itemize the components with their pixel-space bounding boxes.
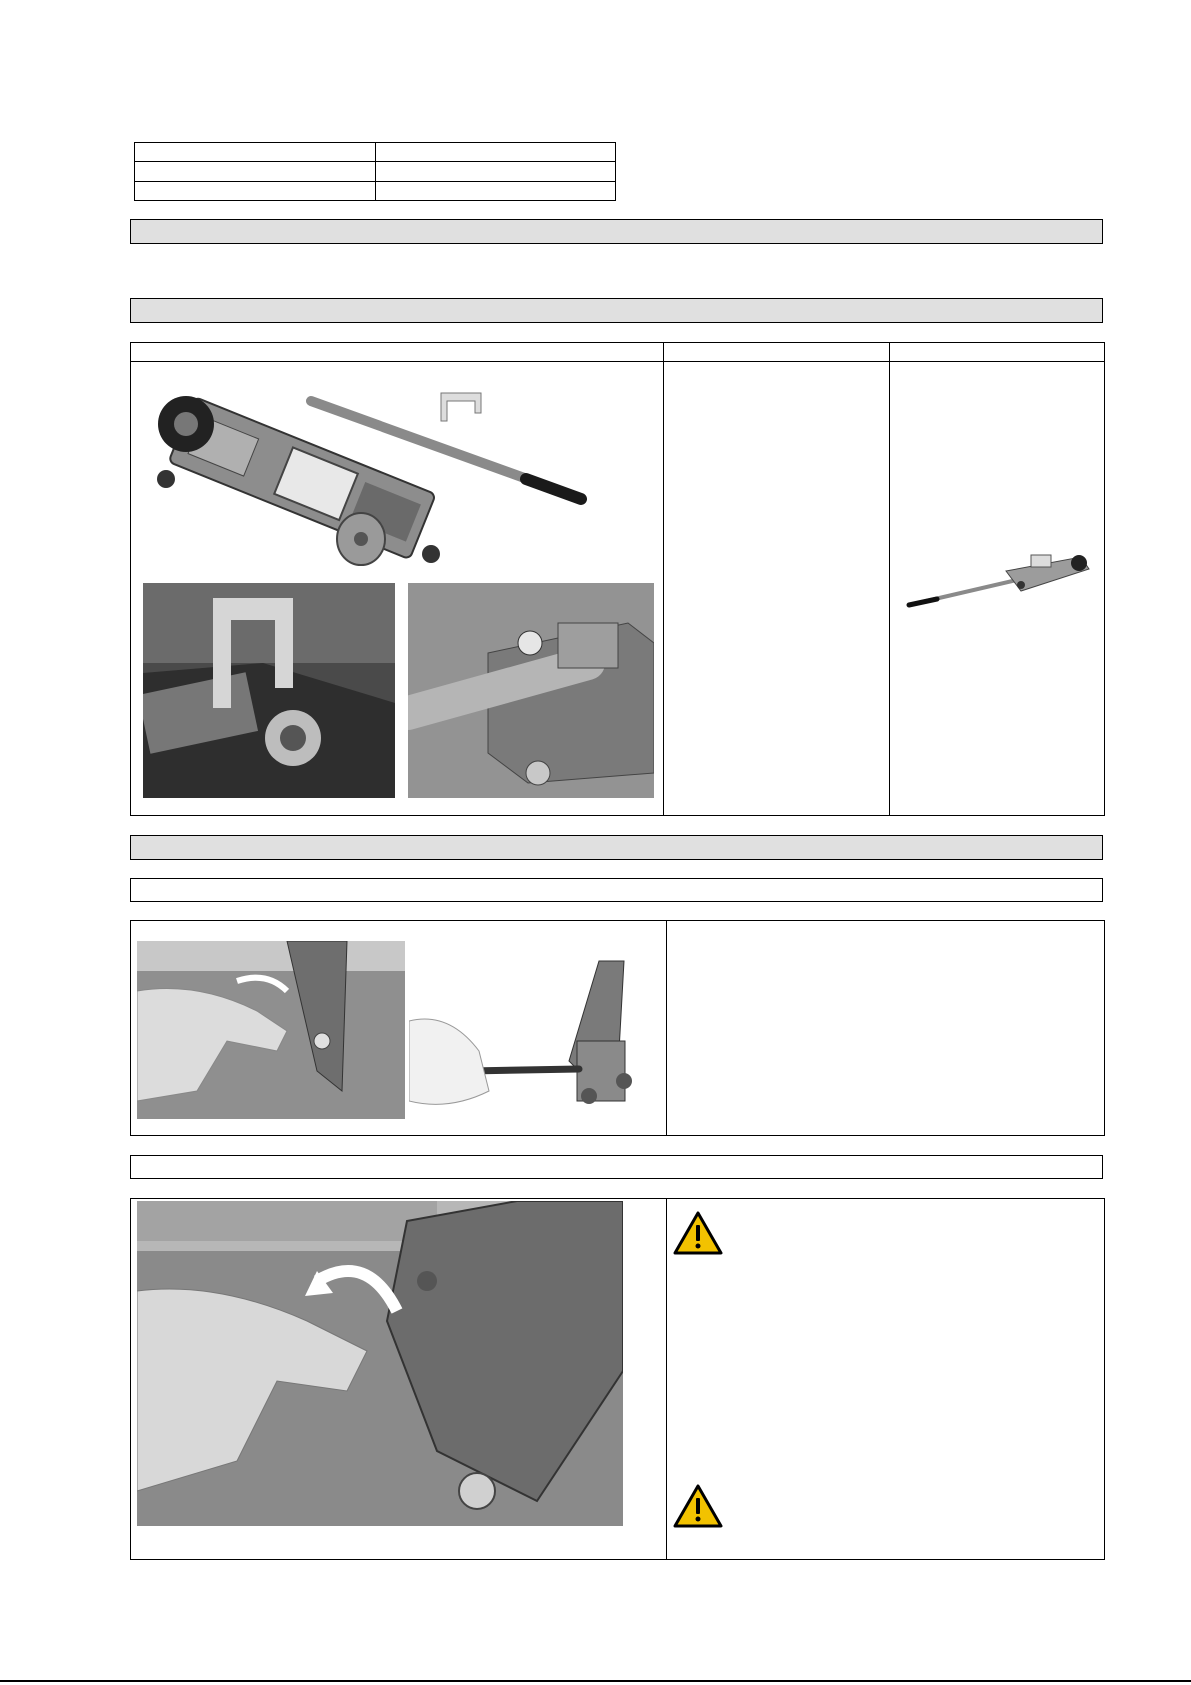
spec-table	[134, 142, 616, 201]
inserting-handle-photo	[409, 951, 659, 1119]
section-header-2	[130, 298, 1103, 323]
parts-table	[130, 342, 1105, 816]
release-valve-hand-photo	[137, 941, 405, 1119]
handle-socket-closeup-photo	[408, 583, 654, 798]
subsection-header-2	[130, 1155, 1103, 1179]
assembled-jack-photo	[901, 543, 1101, 623]
step-box-1	[130, 920, 1105, 1136]
release-valve-closeup-photo	[137, 1201, 623, 1526]
subsection-header-1	[130, 878, 1103, 902]
handle-grip-closeup-photo	[143, 583, 395, 798]
warning-triangle-icon	[673, 1211, 723, 1255]
section-header-1	[130, 219, 1103, 244]
jack-kit-photo	[141, 379, 621, 589]
step-box-2	[130, 1198, 1105, 1560]
warning-triangle-icon	[673, 1484, 723, 1528]
section-header-3	[130, 835, 1103, 860]
page-footer-rule	[0, 1680, 1191, 1682]
